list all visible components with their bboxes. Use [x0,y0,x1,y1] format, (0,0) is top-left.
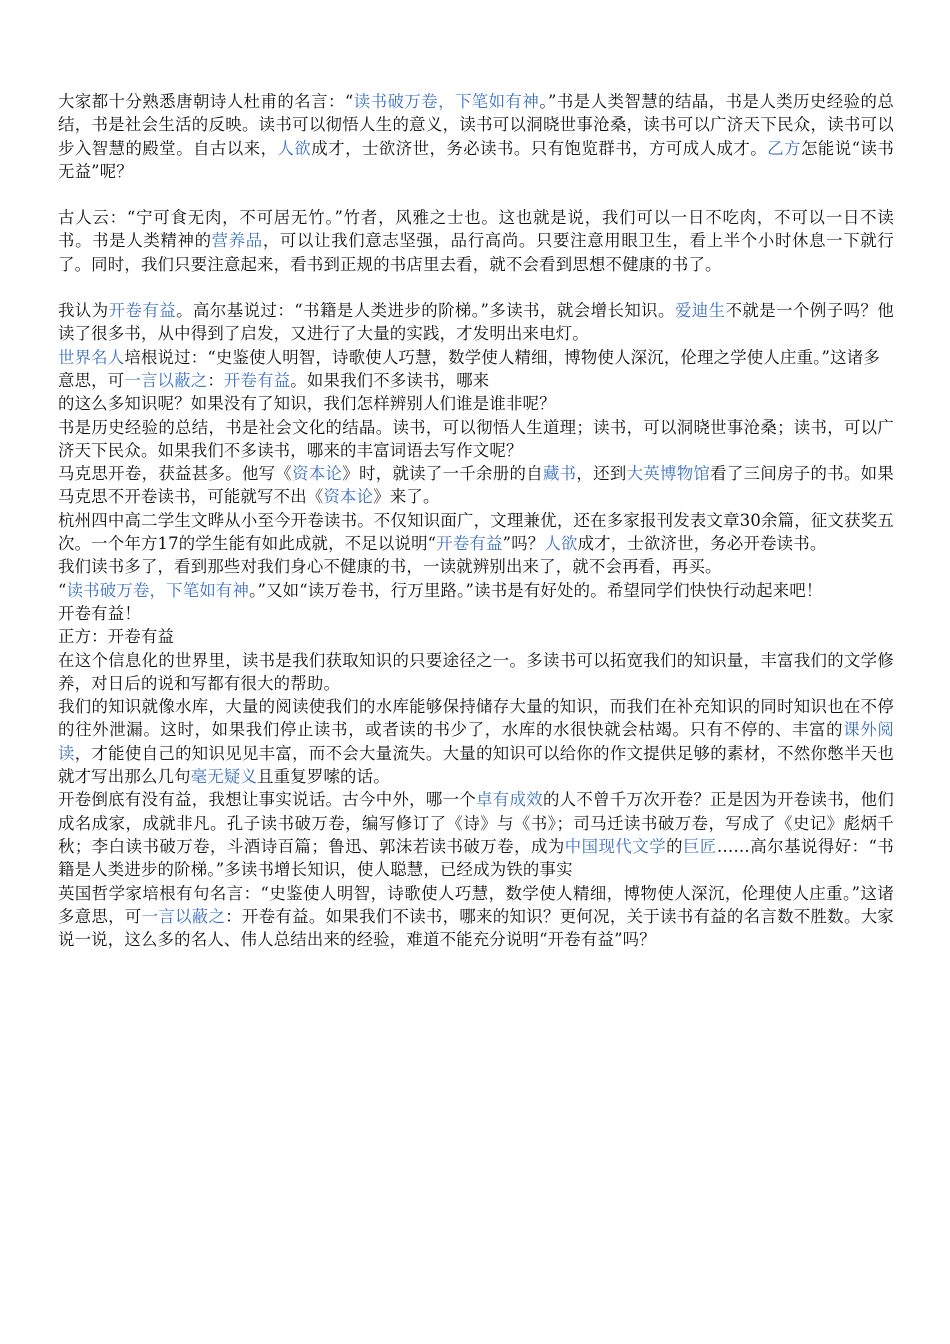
text-run: 成才，士欲济世，务必开卷读书。 [577,534,827,554]
text-run: 正方：开卷有益 [58,627,175,647]
inline-link[interactable]: 人欲 [544,534,578,554]
text-run: 开卷倒底有没有益，我想让事实说话。古今中外，哪一个 [58,790,477,810]
paragraph [58,602,894,625]
text-run: 杭州四中高二学生文晔从小至今开卷读书。不仅知识面广，文理兼优，还在多家报刊发表文章30余篇，征文获奖五次。一个年方17的学生能有如此成就，不足以说明“ [58,510,894,554]
text-run: 不就是一个例子吗？他读了很多书，从中得到了启发，又进行了大量的实践，才发明出来电灯。 [58,301,894,344]
inline-link[interactable]: 读书破万卷，下笔如有神 [66,580,250,600]
inline-link[interactable]: 巨匠 [683,836,717,856]
inline-link[interactable]: 开卷有益 [108,301,177,321]
text-run: 看了三间房子的书。如果马克思不开卷读书，可能就写不出《 [58,464,894,507]
text-run: 。如果我们不多读书，哪来 [290,370,490,390]
inline-link[interactable]: 爱迪生 [674,301,726,321]
text-run: 且重复罗嗦的话。 [257,767,390,787]
inline-link[interactable]: 营养品 [211,231,263,251]
inline-link[interactable]: 读书破万卷，下笔如有神 [353,92,540,111]
text-run: ”吗？ [502,534,545,554]
paragraph [58,649,894,696]
text-run: 英国哲学家培根有句名言：“史鉴使人明智，诗歌使人巧慧，数学使人精细，博物使人深沉，伦理使人庄重。”这诸多意思，可 [58,883,894,926]
inline-link[interactable]: 中国现代文学 [564,836,667,856]
inline-link[interactable]: 开卷有益 [436,534,503,554]
text-run: 培根说过：“史鉴使人明智，诗歌使人巧慧，数学使人精细，博物使人深沉，伦理之学使人庄重。”这诸多意思，可 [58,347,880,390]
text-run: 开卷有益！ [58,603,141,623]
text-run: 的 [666,836,684,856]
text-run: 怎能说“读书无益”呢？ [58,138,894,181]
inline-link[interactable]: 一言以蔽之 [141,906,226,926]
text-run: 》时，就读了一千余册的自 [342,464,543,484]
paragraph [58,346,894,416]
text-run: 。”又如“读万卷书，行万里路。”读书是有好处的。希望同学们快快行动起来吧！ [249,580,823,600]
text-run: ： [207,370,224,390]
inline-link[interactable]: 一言以蔽之 [124,370,208,390]
text-run: 我们的知识就像水库，大量的阅读使我们的水库能够保持储存大量的知识，而我们在补充知识的同时知识也在不停的往外泄漏。这时，如果我们停止读书，或者读的书少了，水库的水很快就会枯竭。只有不停的、丰富的 [58,697,894,740]
text-run: 在这个信息化的世界里，读书是我们获取知识的只要途径之一。多读书可以拓宽我们的知识量，丰富我们的文学修养，对日后的说和写都有很大的帮助。 [58,650,894,693]
text-run: 。高尔基说过：“书籍是人类进步的阶梯。”多读书，就会增长知识。 [176,301,675,321]
text-run: 我们读书多了，看到那些对我们身心不健康的书，一读就辨别出来了，就不会再看，再买。 [58,557,722,577]
paragraph [58,90,894,183]
paragraph [58,695,894,788]
text-run: 》来了。 [373,487,440,507]
inline-link[interactable]: 乙方 [767,138,801,158]
inline-link[interactable]: 世界名人 [58,347,125,367]
text-run: 古人云：“宁可食无肉，不可居无竹。”竹者，风雅之士也。这也就是说，我们可以一日不吃肉，不可以一日不读书。书是人类精神的 [58,208,894,251]
inline-link[interactable]: 课外阅读 [58,720,894,763]
inline-link[interactable]: 开卷有益 [223,370,291,390]
text-run: ：开卷有益。如果我们不读书，哪来的知识？更何况，关于读书有益的名言数不胜数。大家说一说，这么多的名人、伟人总结出来的经验，难道不能充分说明“开卷有益”吗？ [58,906,895,950]
text-run: 马克思开卷，获益甚多。他写《 [58,464,293,484]
inline-link[interactable]: 藏书 [542,464,577,484]
paragraph [58,579,894,602]
text-run: ……高尔基说得好：“书籍是人类进步的阶梯。”多读书增长知识，使人聪慧，已经成为铁的事实 [58,836,895,880]
text-run: 成才，士欲济世，务必读书。只有饱览群书，方可成人成才。 [311,138,768,158]
inline-link[interactable]: 人欲 [277,138,312,158]
paragraph [58,509,894,556]
paragraph [58,788,894,951]
text-run: 我认为 [58,301,109,321]
text-run: ，才能使自己的知识见见丰富，而不会大量流失。大量的知识可以给你的作文提供足够的素材，不然你憋半天也就才写出那么几句 [58,743,895,787]
text-run: “ [58,580,67,600]
paragraph [58,625,894,648]
text-run: 大家都十分熟悉唐朝诗人杜甫的名言：“ [58,92,354,111]
paragraph [58,206,894,276]
paragraph [58,555,894,578]
text-run: 的人不曾千万次开卷？正是因为开卷读书，他们成名成家，成就非凡。孔子读书破万卷，编写修订了《诗》与《书》；司马迁读书破万卷，写成了《史记》彪炳千秋；李白读书破万卷，斗酒诗百篇；鲁迅、郭沫若读书破万卷，成为 [58,790,894,856]
paragraph [58,299,894,346]
inline-link[interactable]: 大英博物馆 [626,464,711,484]
text-run: 。”书是人类智慧的结晶，书是人类历史经验的总结，书是社会生活的反映。读书可以彻悟人生的意义，读书可以洞晓世事沧桑，读书可以广济天下民众，读书可以步入智慧的殿堂。自古以来， [58,92,895,158]
inline-link[interactable]: 资本论 [323,487,374,507]
document-body [58,90,894,951]
inline-link[interactable]: 资本论 [292,464,343,484]
text-run: 的这么多知识呢？如果没有了知识，我们怎样辨别人们谁是谁非呢？ [58,394,556,414]
inline-link[interactable]: 毫无疑义 [190,767,258,787]
text-run: ，还到 [576,464,627,484]
inline-link[interactable]: 卓有成效 [476,790,543,810]
paragraph [58,462,894,509]
text-run: ，可以让我们意志坚强，品行高尚。只要注意用眼卫生，看上半个小时休息一下就行了。同时，我们只要注意起来，看书到正规的书店里去看，就不会看到思想不健康的书了。 [58,231,894,274]
text-run: 书是历史经验的总结，书是社会文化的结晶。读书，可以彻悟人生道理；读书，可以洞晓世事沧桑；读书，可以广济天下民众。如果我们不多读书，哪来的丰富词语去写作文呢？ [58,417,894,460]
paragraph [58,416,894,463]
